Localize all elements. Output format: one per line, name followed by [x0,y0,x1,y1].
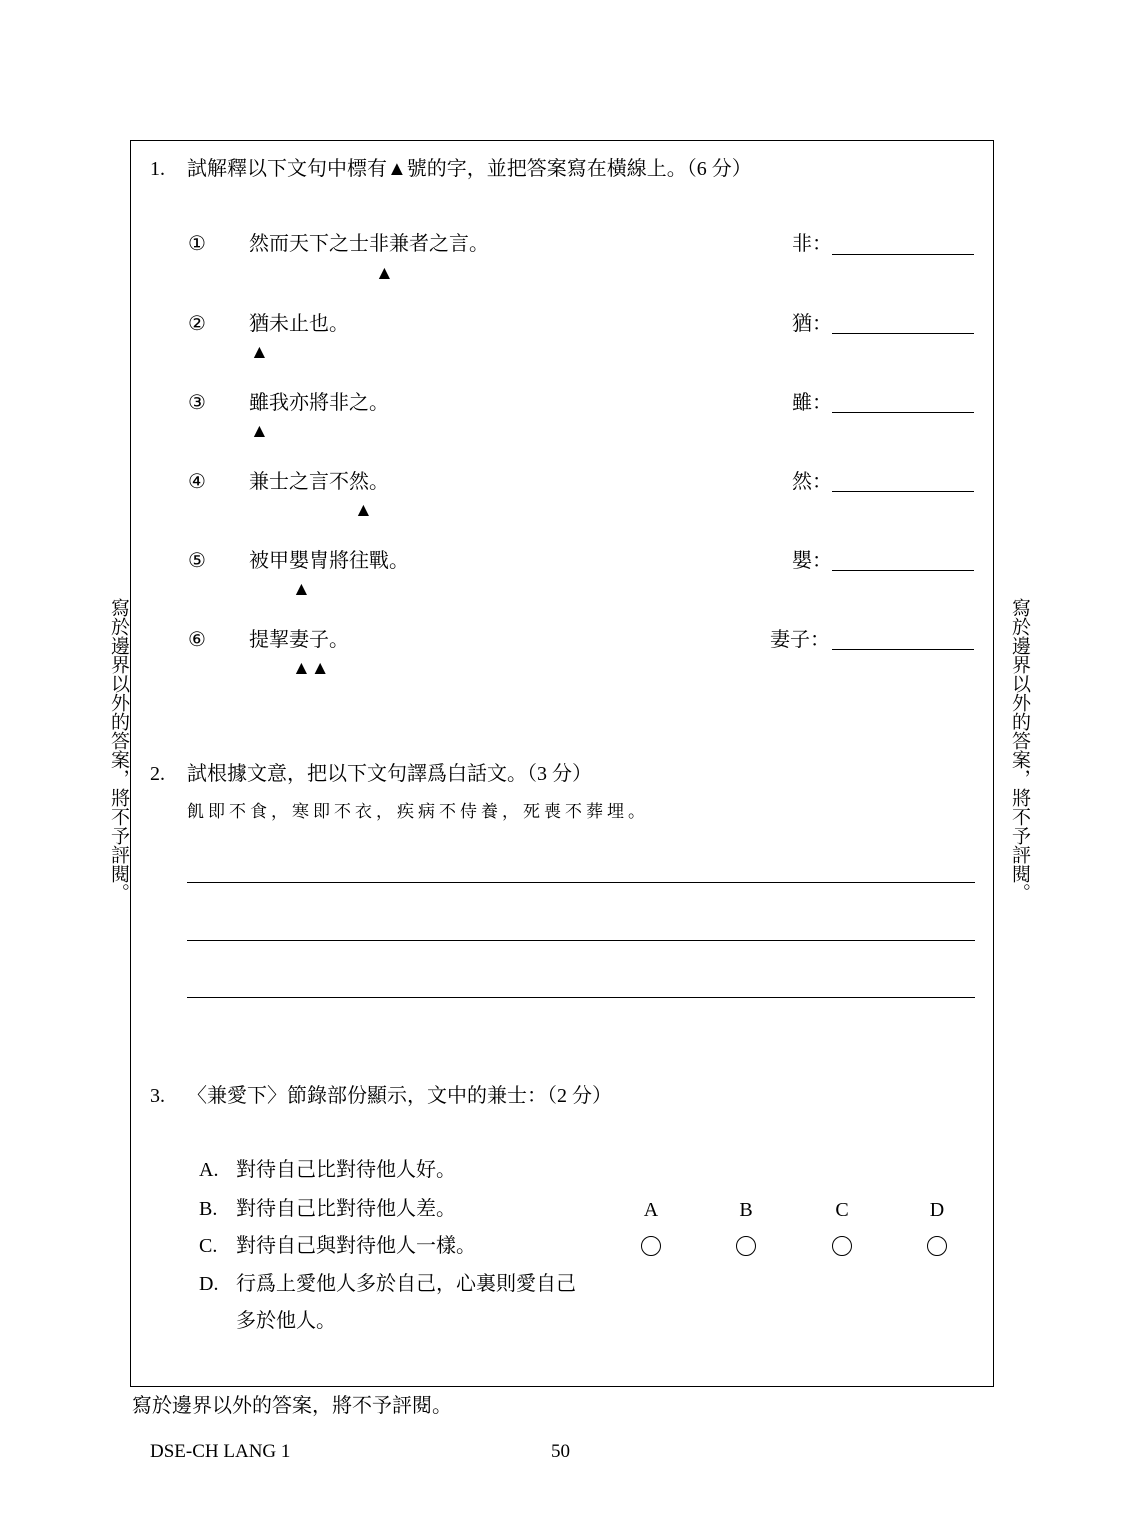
triangle-marker-icon: ▲ [250,421,269,442]
triangle-marker-icon: ▲▲ [292,658,330,679]
q2-prompt: 試根據文意，把以下文句譯爲白話文。（3 分） [187,763,592,785]
q3-number: 3. [150,1085,165,1107]
q1-item-number: ⑥ [188,629,206,651]
q1-item-target: 妻子： [770,629,830,651]
triangle-marker-icon: ▲ [250,342,269,363]
q3-option-text: 對待自己比對待他人好。 [236,1159,456,1181]
q1-item-text: 兼士之言不然。 [249,471,389,493]
q1-item-text: 猶未止也。 [249,313,349,335]
bottom-margin-note: 寫於邊界以外的答案，將不予評閱。 [132,1395,452,1417]
answer-line[interactable] [187,940,975,941]
q3-option-letter: D. [199,1273,219,1295]
answer-bubble-a[interactable] [641,1236,661,1256]
paper-code: DSE-CH LANG 1 [150,1441,291,1462]
q1-item-target: 嬰： [792,550,832,572]
q1-item-target: 然： [792,471,832,493]
answer-blank[interactable] [832,570,974,571]
q3-option-text-continued: 多於他人。 [236,1310,336,1332]
answer-line[interactable] [187,882,975,883]
answer-blank[interactable] [832,412,974,413]
page-number: 50 [551,1441,570,1462]
answer-bubble-d[interactable] [927,1236,947,1256]
q3-option-letter: B. [199,1198,218,1220]
answer-letter: A [643,1199,659,1221]
left-margin-note: 寫於邊界以外的答案，將不予評閱。 [108,598,129,902]
answer-bubble-c[interactable] [832,1236,852,1256]
q1-item-target: 猶： [792,313,832,335]
q3-option-text: 對待自己比對待他人差。 [236,1198,456,1220]
q1-item-number: ② [188,313,206,335]
triangle-marker-icon: ▲ [375,263,394,284]
q3-prompt: 〈兼愛下〉節錄部份顯示，文中的兼士：（2 分） [187,1085,612,1107]
q1-item-target: 雖： [792,392,832,414]
q1-item-number: ③ [188,392,206,414]
q2-number: 2. [150,763,165,785]
answer-line[interactable] [187,997,975,998]
q1-prompt: 試解釋以下文句中標有▲號的字，並把答案寫在橫線上。（6 分） [187,158,752,180]
answer-blank[interactable] [832,254,974,255]
q1-item-text: 雖我亦將非之。 [249,392,389,414]
answer-blank[interactable] [832,333,974,334]
q1-item-text: 被甲嬰冑將往戰。 [249,550,409,572]
q1-item-number: ⑤ [188,550,206,572]
q3-option-letter: C. [199,1235,218,1257]
answer-bubble-b[interactable] [736,1236,756,1256]
q1-item-text: 然而天下之士非兼者之言。 [249,233,489,255]
q3-option-letter: A. [199,1159,219,1181]
q1-item-number: ① [188,233,206,255]
triangle-marker-icon: ▲ [292,579,311,600]
answer-blank[interactable] [832,649,974,650]
answer-letter: B [739,1199,753,1221]
answer-blank[interactable] [832,491,974,492]
answer-letter: C [835,1199,849,1221]
right-margin-note: 寫於邊界以外的答案，將不予評閱。 [1009,598,1030,902]
q3-option-text: 對待自己與對待他人一樣。 [236,1235,476,1257]
q1-item-text: 提挈妻子。 [249,629,349,651]
q1-item-number: ④ [188,471,206,493]
q2-quote: 飢即不食，寒即不衣，疾病不侍養，死喪不葬埋。 [187,802,649,821]
triangle-marker-icon: ▲ [354,500,373,521]
answer-letter: D [929,1199,945,1221]
q3-option-text: 行爲上愛他人多於自己，心裏則愛自己 [236,1273,576,1295]
q1-number: 1. [150,158,165,180]
q1-item-target: 非： [792,233,832,255]
